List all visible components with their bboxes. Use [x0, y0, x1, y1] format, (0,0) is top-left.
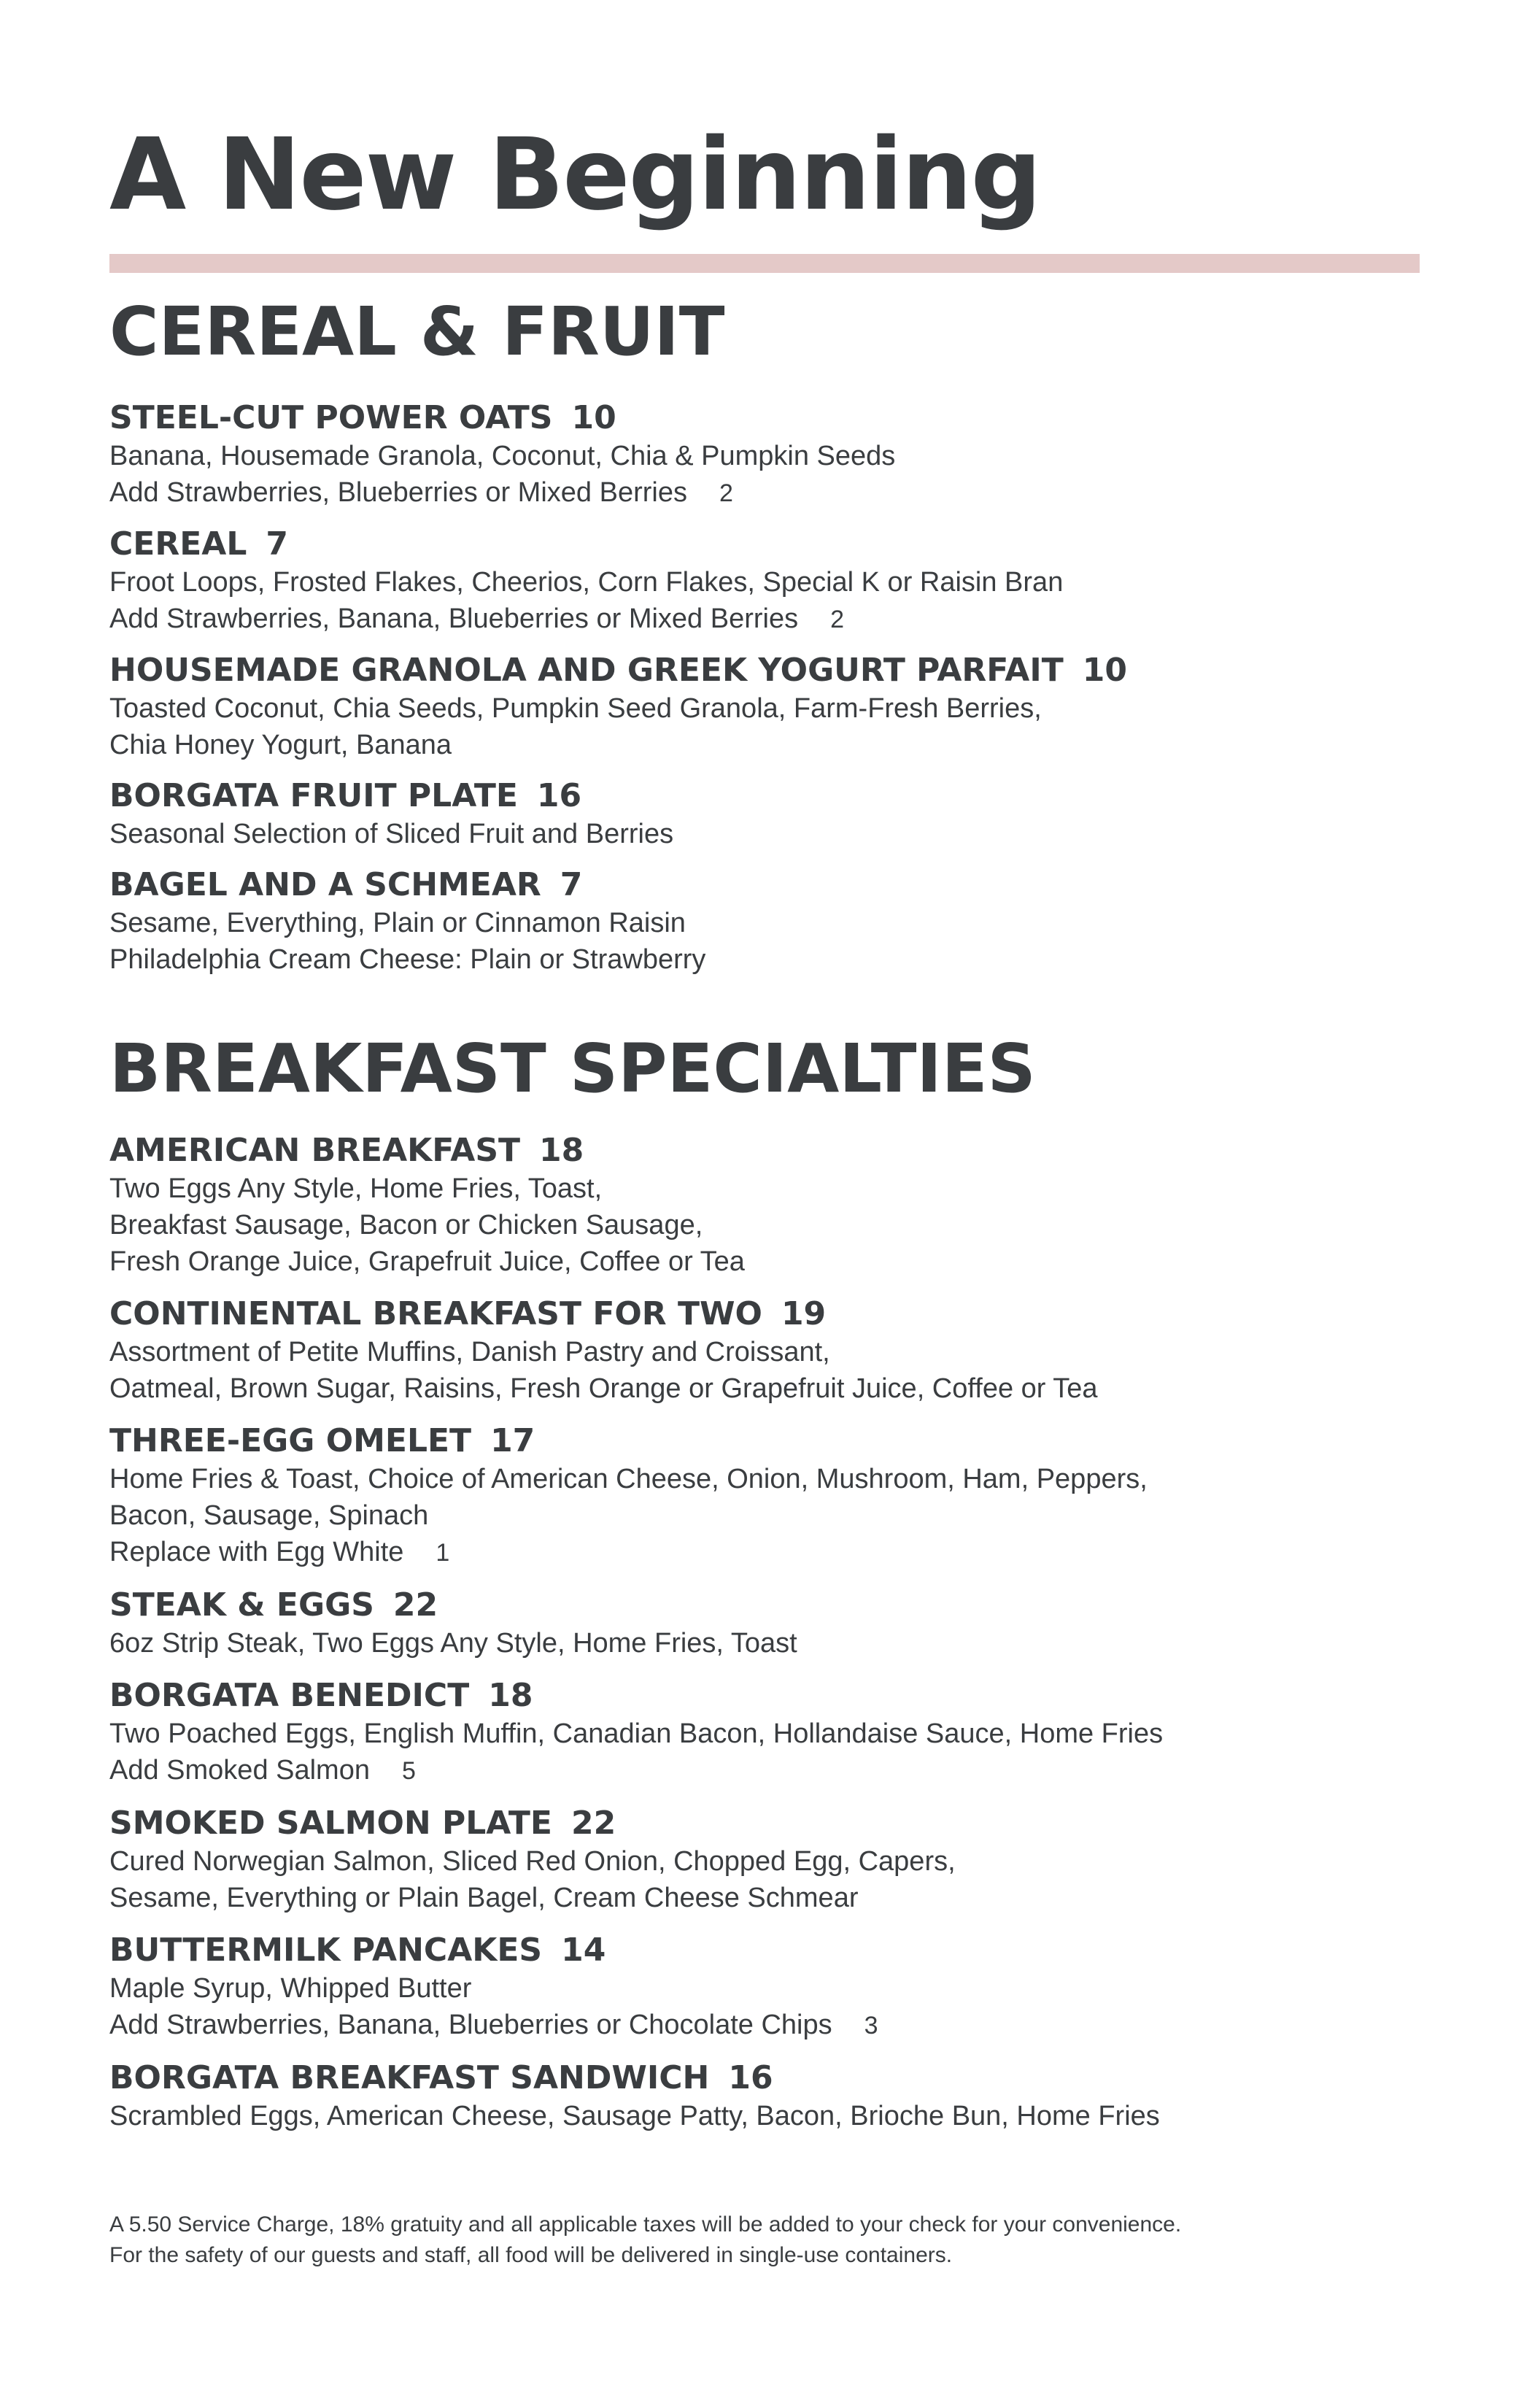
item-description: Sesame, Everything or Plain Bagel, Cream Cheese Schmear [109, 1883, 859, 1913]
menu-item-three-egg-omelet [109, 1421, 1423, 1571]
item-heading [109, 1131, 1423, 1170]
item-description: Home Fries & Toast, Choice of American Cheese, Onion, Mushroom, Ham, Peppers, [109, 1464, 1148, 1494]
item-heading [109, 1804, 1423, 1843]
menu-item-buttermilk-pancakes [109, 1931, 1423, 2044]
page-title: A New Beginning [109, 117, 1040, 233]
item-name: BAGEL AND A SCHMEAR [109, 866, 541, 903]
item-price: 7 [560, 866, 583, 903]
item-heading [109, 398, 1423, 438]
item-description: Scrambled Eggs, American Cheese, Sausage Patty, Bacon, Brioche Bun, Home Fries [109, 2101, 1160, 2131]
item-price: 18 [488, 1677, 533, 1714]
item-addon: Add Smoked Salmon 5 [109, 1755, 416, 1786]
title-divider [109, 254, 1420, 273]
item-description: Two Poached Eggs, English Muffin, Canadian Bacon, Hollandaise Sauce, Home Fries [109, 1718, 1164, 1749]
item-heading [109, 1294, 1423, 1334]
section-breakfast-specialties [109, 1029, 1423, 2134]
item-description: 6oz Strip Steak, Two Eggs Any Style, Home Fries, Toast [109, 1628, 797, 1659]
item-name: HOUSEMADE GRANOLA AND GREEK YOGURT PARFAIT [109, 652, 1064, 689]
item-name: BORGATA BREAKFAST SANDWICH [109, 2059, 710, 2096]
item-name: STEEL-CUT POWER OATS [109, 399, 553, 436]
menu-item-cereal [109, 525, 1423, 638]
item-description: Sesame, Everything, Plain or Cinnamon Raisin [109, 908, 686, 938]
item-description: Assortment of Petite Muffins, Danish Pastry and Croissant, [109, 1337, 830, 1367]
item-description: Two Eggs Any Style, Home Fries, Toast, [109, 1173, 603, 1204]
item-price: 22 [392, 1586, 438, 1624]
item-name: BUTTERMILK PANCAKES [109, 1932, 543, 1969]
section-heading: BREAKFAST SPECIALTIES [109, 1030, 1036, 1108]
item-addon: Add Strawberries, Banana, Blueberries or Chocolate Chips 3 [109, 2010, 878, 2040]
menu-item-granola-parfait [109, 651, 1423, 763]
item-description: Oatmeal, Brown Sugar, Raisins, Fresh Orange or Grapefruit Juice, Coffee or Tea [109, 1373, 1098, 1404]
menu-item-american-breakfast [109, 1131, 1423, 1280]
item-heading [109, 776, 1423, 816]
item-name: BORGATA BENEDICT [109, 1677, 470, 1714]
item-heading [109, 1421, 1423, 1461]
section-heading: CEREAL & FRUIT [109, 293, 725, 371]
item-heading [109, 525, 1423, 564]
menu-item-borgata-benedict [109, 1676, 1423, 1789]
item-addon: Add Strawberries, Blueberries or Mixed Berries 2 [109, 477, 733, 508]
item-price: 17 [490, 1422, 535, 1459]
item-price: 16 [536, 777, 582, 814]
item-addon: Add Strawberries, Banana, Blueberries or Mixed Berries 2 [109, 603, 845, 634]
item-name: BORGATA FRUIT PLATE [109, 777, 518, 814]
safety-note: For the safety of our guests and staff, all food will be delivered in single-use containers. [109, 2243, 953, 2267]
item-description: Froot Loops, Frosted Flakes, Cheerios, Corn Flakes, Special K or Raisin Bran [109, 567, 1064, 598]
menu-item-fruit-plate [109, 776, 1423, 852]
section-cereal-fruit [109, 292, 1423, 978]
menu-item-steel-cut-power-oats [109, 398, 1423, 512]
item-description: Cured Norwegian Salmon, Sliced Red Onion, Chopped Egg, Capers, [109, 1846, 956, 1877]
item-heading [109, 865, 1423, 905]
item-description: Philadelphia Cream Cheese: Plain or Strawberry [109, 944, 706, 975]
item-price: 10 [1082, 652, 1127, 689]
addon-price: 3 [864, 2012, 878, 2040]
item-heading [109, 1676, 1423, 1716]
item-price: 19 [781, 1295, 827, 1332]
item-name: AMERICAN BREAKFAST [109, 1132, 521, 1169]
footer-notice [109, 2210, 1423, 2271]
item-description: Bacon, Sausage, Spinach [109, 1500, 429, 1531]
item-description: Breakfast Sausage, Bacon or Chicken Sausage, [109, 1210, 703, 1240]
addon-price: 1 [436, 1539, 450, 1567]
item-name: SMOKED SALMON PLATE [109, 1805, 552, 1842]
addon-price: 2 [719, 479, 733, 507]
menu-item-continental-breakfast [109, 1294, 1423, 1407]
item-name: CEREAL [109, 525, 247, 563]
item-heading [109, 2058, 1423, 2098]
item-description: Maple Syrup, Whipped Butter [109, 1973, 472, 2004]
item-addon: Replace with Egg White 1 [109, 1537, 450, 1567]
menu-item-steak-eggs [109, 1586, 1423, 1662]
item-name: STEAK & EGGS [109, 1586, 374, 1624]
item-price: 14 [561, 1932, 606, 1969]
menu-item-bagel-schmear [109, 865, 1423, 978]
item-price: 7 [266, 525, 288, 563]
menu-item-breakfast-sandwich [109, 2058, 1423, 2134]
item-name: CONTINENTAL BREAKFAST FOR TWO [109, 1295, 762, 1332]
item-description: Chia Honey Yogurt, Banana [109, 730, 452, 760]
item-price: 10 [571, 399, 616, 436]
item-description: Banana, Housemade Granola, Coconut, Chia & Pumpkin Seeds [109, 441, 896, 471]
item-description: Toasted Coconut, Chia Seeds, Pumpkin Seed Granola, Farm-Fresh Berries, [109, 693, 1042, 724]
service-charge-note: A 5.50 Service Charge, 18% gratuity and all applicable taxes will be added to your check for your convenience. [109, 2212, 1182, 2237]
addon-price: 2 [830, 606, 845, 633]
addon-price: 5 [401, 1757, 416, 1785]
menu-item-smoked-salmon-plate [109, 1804, 1423, 1916]
item-price: 18 [539, 1132, 584, 1169]
item-heading [109, 651, 1423, 690]
item-description: Seasonal Selection of Sliced Fruit and Berries [109, 819, 674, 849]
item-description: Fresh Orange Juice, Grapefruit Juice, Coffee or Tea [109, 1246, 745, 1277]
item-price: 22 [570, 1805, 616, 1842]
item-heading [109, 1931, 1423, 1970]
item-name: THREE-EGG OMELET [109, 1422, 472, 1459]
item-price: 16 [728, 2059, 773, 2096]
item-heading [109, 1586, 1423, 1625]
